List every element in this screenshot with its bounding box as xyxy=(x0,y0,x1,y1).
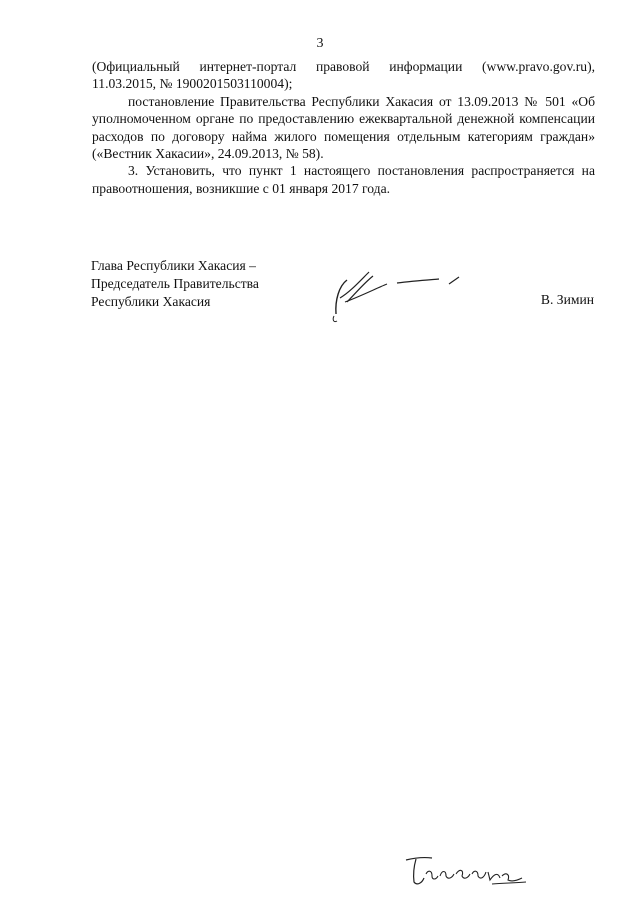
signatory-title-line-1: Глава Республики Хакасия – xyxy=(91,258,256,273)
signatory-title-line-2: Председатель Правительства xyxy=(91,276,259,291)
paragraph-resolution-501: постановление Правительства Республики Хакасия от 13.09.2013 № 501 «Об уполномоченном органе по предоставлению ежеквартальной денежной компенсации расходов по договору найма жилого помещения отдельным категориям граждан» («Вестник Хакасии», 24.09.2013, № 58). xyxy=(92,93,595,162)
signer-name: В. Зимин xyxy=(540,292,594,307)
document-body xyxy=(92,58,595,197)
signatory-title xyxy=(91,257,259,311)
handwritten-initials xyxy=(402,850,532,893)
handwritten-signature xyxy=(325,266,475,331)
page-number: 3 xyxy=(316,36,324,51)
paragraph-clause-3: 3. Установить, что пункт 1 настоящего постановления распространяется на правоотношения, возникшие с 01 января 2017 года. xyxy=(92,163,595,196)
signatory-title-line-3: Республики Хакасия xyxy=(91,294,211,309)
paragraph-continuation: (Официальный интернет-портал правовой информации (www.pravo.gov.ru), 11.03.2015, № 1900201503110004); xyxy=(92,59,595,92)
